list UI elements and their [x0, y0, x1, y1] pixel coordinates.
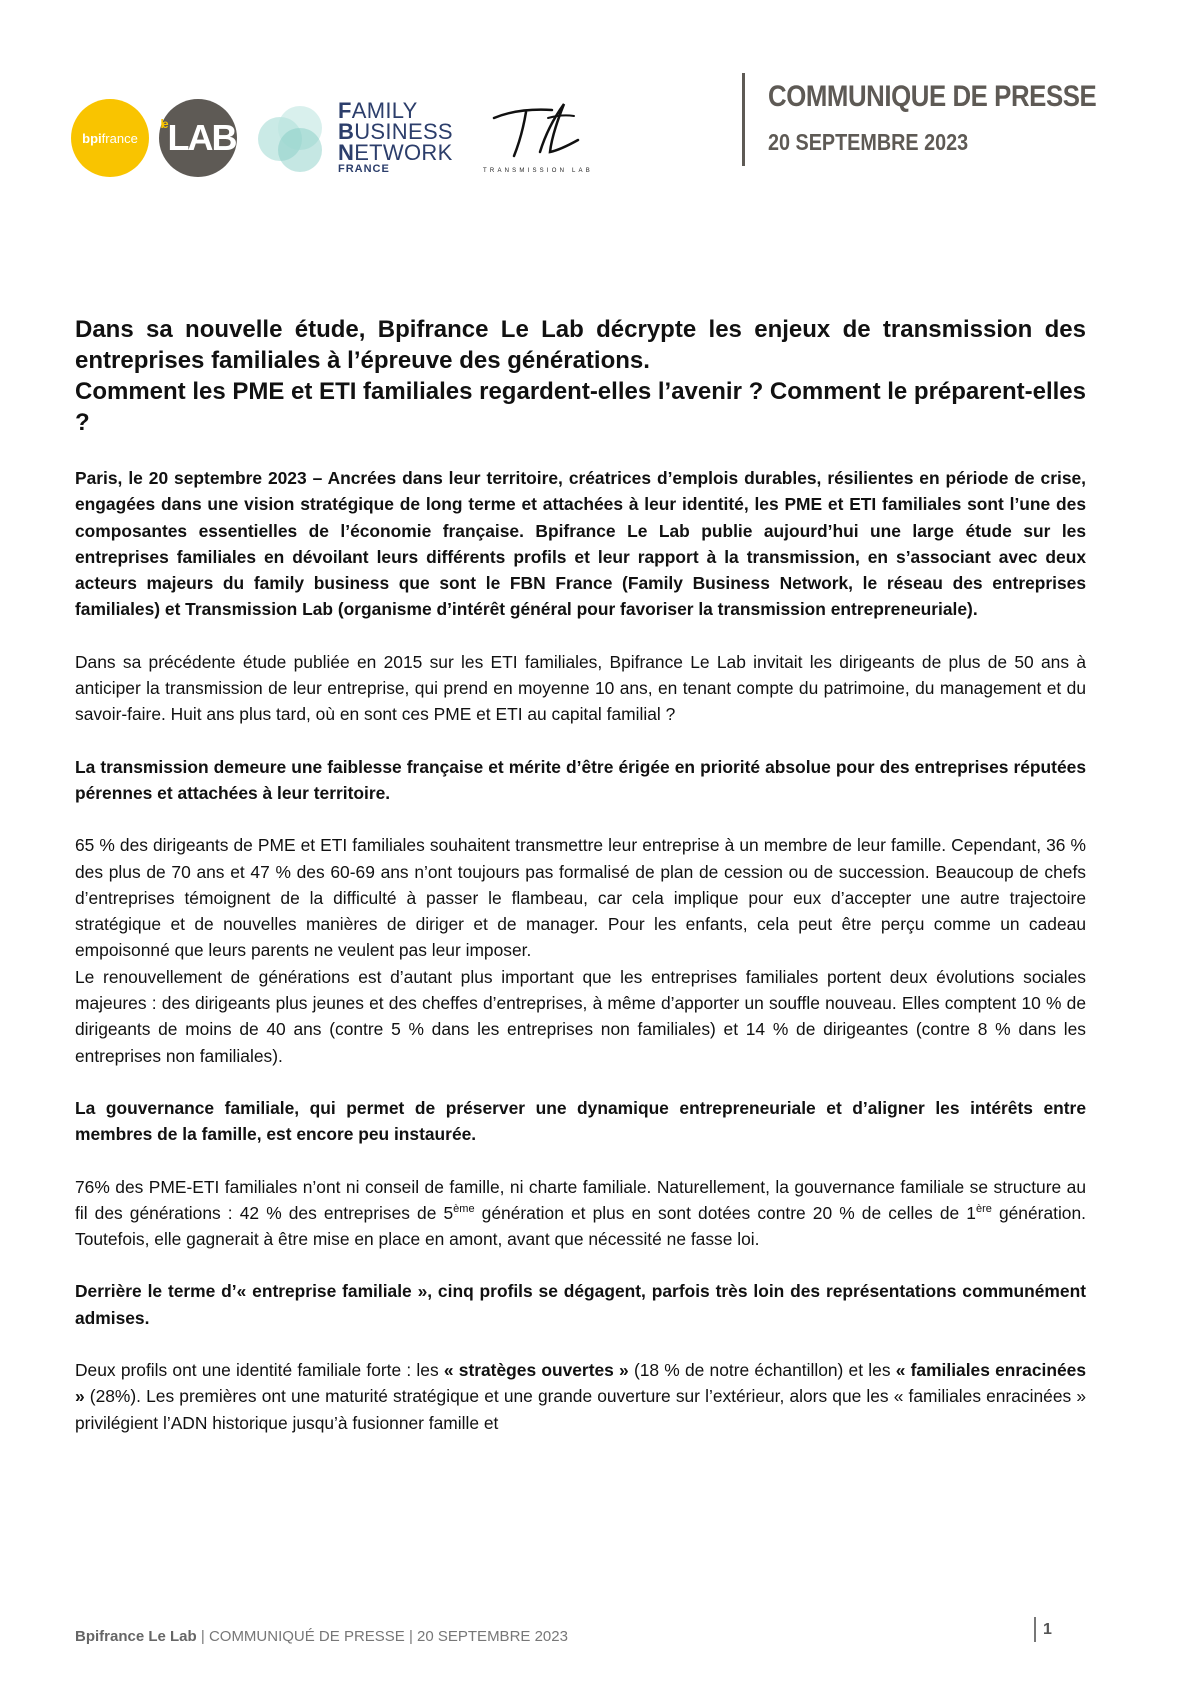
transmission-lab-monogram-icon: [478, 96, 598, 166]
intro-paragraph: Paris, le 20 septembre 2023 – Ancrées dans leur territoire, créatrices d’emplois durables, résilientes en période de crise, engagées dans une vision stratégique de long terme et attachées à leur identité, les PME et ETI familiales sont l’une des composantes essentielles de l’économie française. Bpifrance Le Lab publie aujourd’hui une large étude sur les entreprises familiales en dévoilant leurs différents profils et leur rapport à la transmission, en s’associant avec deux acteurs majeurs du family business que sont le FBN France (Family Business Network, le réseau des entreprises familiales) et Transmission Lab (organisme d’intérêt général pour favoriser la transmission entrepreneuriale).: [75, 468, 1086, 620]
headline-line-1: Dans sa nouvelle étude, Bpifrance Le Lab décrypte les enjeux de transmission des entreprises familiales à l’épreuve des générations.: [75, 316, 1086, 374]
page-footer: Bpifrance Le Lab | COMMUNIQUÉ DE PRESSE | 20 SEPTEMBRE 2023: [75, 1628, 568, 1645]
press-release-title: COMMUNIQUE DE PRESSE: [768, 80, 1097, 113]
footer-org: Bpifrance Le Lab: [75, 1628, 197, 1645]
footer-date: 20 SEPTEMBRE 2023: [417, 1628, 568, 1645]
superscript-5eme: ème: [453, 1203, 475, 1216]
page-number-divider: [1034, 1617, 1036, 1642]
section-heading-transmission: La transmission demeure une faiblesse française et mérite d’être érigée en priorité absolue pour des entreprises réputées pérennes et attachées à leur territoire.: [75, 756, 1086, 803]
press-release-body: [75, 314, 1086, 1462]
fbn-wordmark: FAMILY BUSINESS NETWORK FRANCE: [338, 98, 453, 175]
le-lab-logo: [159, 99, 237, 177]
bpifrance-logo: [71, 99, 149, 177]
press-release-date: 20 SEPTEMBRE 2023: [768, 129, 969, 155]
transmission-lab-caption: TRANSMISSION LAB: [483, 168, 593, 174]
bpifrance-logo-part1: bpi: [82, 130, 102, 146]
family-business-network-logo: [256, 100, 466, 182]
le-lab-logo-big: LAB: [167, 117, 236, 158]
transmission-lab-logo: [478, 96, 598, 180]
transmission-paragraph-2: Le renouvellement de générations est d’autant plus important que les entreprises familiales portent deux évolutions sociales majeures : des dirigeants plus jeunes et des cheffes d’entreprises, à même d’apporter un souffle nouveau. Elles comptent 10 % de dirigeants de moins de 40 ans (contre 5 % dans les entreprises non familiales) et 14 % de dirigeantes (contre 8 % dans les entreprises non familiales).: [75, 966, 1086, 1066]
transmission-paragraph-1: 65 % des dirigeants de PME et ETI familiales souhaitent transmettre leur entreprise à un membre de leur famille. Cependant, 36 % des plus de 70 ans et 47 % des 60-69 ans n’ont toujours pas formalisé de plan de cession ou de succession. Beaucoup de chefs d’entreprises témoignent de la difficulté à passer le flambeau, car cela implique pour eux d’accepter une autre trajectoire stratégique et de nouvelles manières de diriger et de manager. Pour les enfants, cela peut être perçu comme un cadeau empoisonné que leurs parents ne veulent pas leur imposer.: [75, 835, 1086, 961]
term-familiales-enracinees: « familiales enracinées »: [75, 1360, 1086, 1407]
headline-line-2: Comment les PME et ETI familiales regardent-elles l’avenir ? Comment le préparent-elles ?: [75, 378, 1086, 436]
header-divider: [742, 73, 745, 166]
context-paragraph: Dans sa précédente étude publiée en 2015 sur les ETI familiales, Bpifrance Le Lab invitait les dirigeants de plus de 50 ans à anticiper la transmission de leur entreprise, qui prend en moyenne 10 ans, en tenant compte du patrimoine, du management et du savoir-faire. Huit ans plus tard, où en sont ces PME et ETI au capital familial ?: [75, 651, 1086, 725]
page-number: 1: [1043, 1621, 1052, 1638]
term-strateges-ouvertes: « stratèges ouvertes »: [443, 1360, 629, 1381]
section-heading-governance: La gouvernance familiale, qui permet de préserver une dynamique entrepreneuriale et d’aligner les intérêts entre membres de la famille, est encore peu instaurée.: [75, 1097, 1086, 1145]
section-heading-profiles: Derrière le terme d’« entreprise familiale », cinq profils se dégagent, parfois très loin des représentations communément admises.: [75, 1281, 1086, 1328]
headline: [75, 314, 1086, 438]
superscript-1ere: ère: [975, 1203, 992, 1216]
footer-label: COMMUNIQUÉ DE PRESSE: [208, 1628, 405, 1645]
profiles-paragraph: Deux profils ont une identité familiale forte : les « stratèges ouvertes » (18 % de notre échantillon) et les « familiales enracinées » (28%). Les premières ont une maturité stratégique et une grande ouverture sur l’extérieur, alors que les « familiales enracinées » privilégient l’ADN historique jusqu’à fusionner famille et: [75, 1360, 1086, 1433]
governance-paragraph: 76% des PME-ETI familiales n’ont ni conseil de famille, ni charte familiale. Naturellement, la gouvernance familiale se structure au fil des générations : 42 % des entreprises de 5ème génération et plus en sont dotées contre 20 % de celles de 1ère génération. Toutefois, elle gagnerait à être mise en place en amont, avant que nécessité ne fasse loi.: [75, 1176, 1086, 1250]
bpifrance-logo-part2: france: [101, 130, 138, 146]
le-lab-logo-small: le: [160, 117, 167, 131]
fbn-circles-icon: [256, 104, 336, 174]
